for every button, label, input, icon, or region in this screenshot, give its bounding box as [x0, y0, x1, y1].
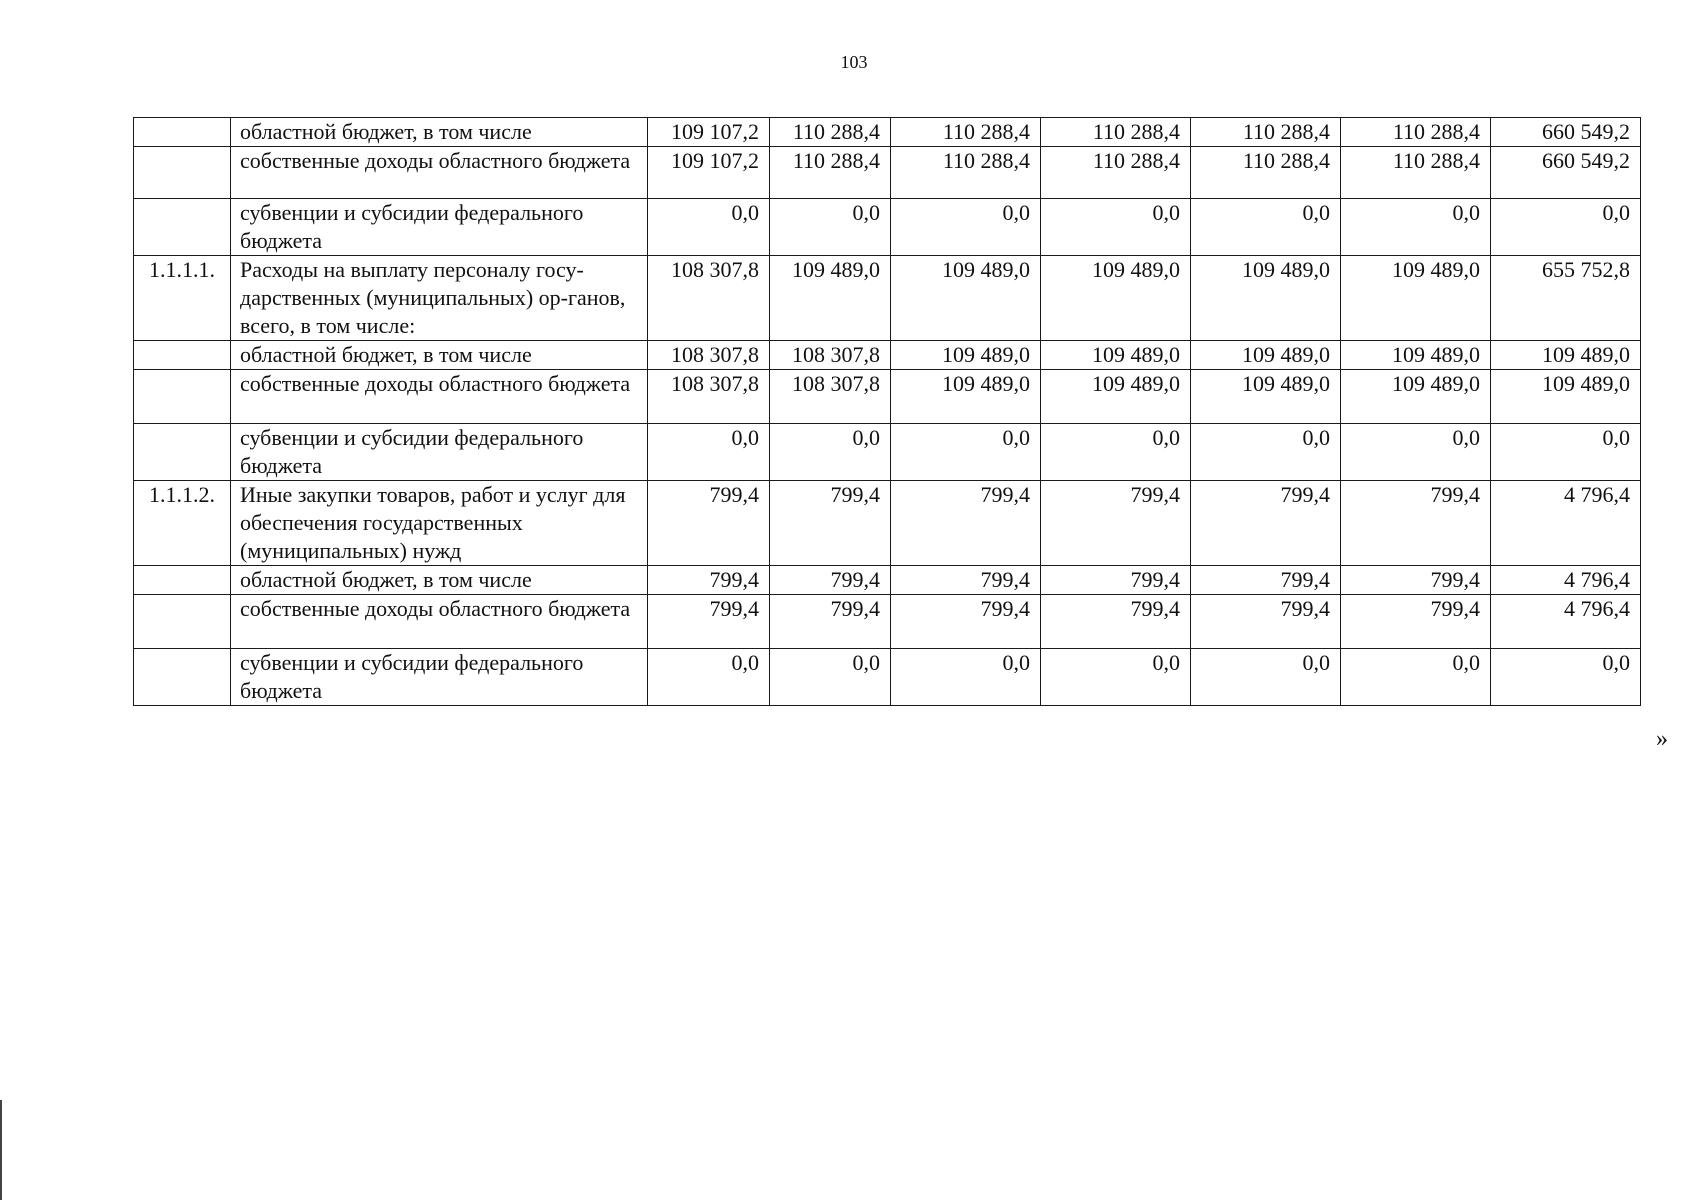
value-cell: 110 288,4 — [1041, 147, 1191, 199]
value-cell: 799,4 — [1191, 481, 1341, 566]
value-cell: 799,4 — [1341, 595, 1491, 649]
value-cell: 799,4 — [1041, 481, 1191, 566]
row-code-cell — [134, 341, 231, 370]
value-cell: 799,4 — [770, 566, 891, 595]
value-cell: 799,4 — [1341, 566, 1491, 595]
row-code-cell — [134, 424, 231, 481]
value-cell: 108 307,8 — [770, 341, 891, 370]
value-cell: 0,0 — [648, 199, 770, 256]
value-cell: 0,0 — [1341, 199, 1491, 256]
table-row — [134, 256, 1641, 341]
row-code-cell: 1.1.1.1. — [134, 256, 231, 341]
row-name-cell: собственные доходы областного бюджета — [231, 595, 648, 649]
value-cell: 109 489,0 — [1041, 341, 1191, 370]
value-cell: 109 489,0 — [1341, 370, 1491, 424]
value-cell: 660 549,2 — [1491, 118, 1641, 147]
value-cell: 109 489,0 — [1191, 370, 1341, 424]
table-row — [134, 341, 1641, 370]
row-name-cell: собственные доходы областного бюджета — [231, 370, 648, 424]
value-cell: 109 489,0 — [891, 370, 1041, 424]
row-name-cell: областной бюджет, в том числе — [231, 566, 648, 595]
closing-quote-mark: » — [1656, 726, 1668, 752]
row-name-cell: субвенции и субсидии федерального бюджета — [231, 649, 648, 706]
row-name-cell: областной бюджет, в том числе — [231, 341, 648, 370]
value-cell: 0,0 — [1341, 649, 1491, 706]
value-cell: 108 307,8 — [648, 370, 770, 424]
row-code-cell — [134, 118, 231, 147]
value-cell: 109 107,2 — [648, 147, 770, 199]
row-code-cell: 1.1.1.2. — [134, 481, 231, 566]
value-cell: 110 288,4 — [1191, 147, 1341, 199]
value-cell: 0,0 — [891, 424, 1041, 481]
value-cell: 109 489,0 — [1191, 341, 1341, 370]
value-cell: 0,0 — [1341, 424, 1491, 481]
value-cell: 109 489,0 — [1041, 256, 1191, 341]
row-code-cell — [134, 147, 231, 199]
value-cell: 109 489,0 — [1491, 341, 1641, 370]
value-cell: 0,0 — [1191, 199, 1341, 256]
value-cell: 0,0 — [1041, 199, 1191, 256]
value-cell: 799,4 — [1191, 566, 1341, 595]
value-cell: 799,4 — [770, 595, 891, 649]
table-row — [134, 147, 1641, 199]
value-cell: 109 489,0 — [1041, 370, 1191, 424]
value-cell: 0,0 — [1041, 649, 1191, 706]
value-cell: 109 107,2 — [648, 118, 770, 147]
value-cell: 799,4 — [648, 595, 770, 649]
value-cell: 110 288,4 — [1191, 118, 1341, 147]
value-cell: 655 752,8 — [1491, 256, 1641, 341]
value-cell: 109 489,0 — [1491, 370, 1641, 424]
value-cell: 799,4 — [1041, 595, 1191, 649]
value-cell: 0,0 — [891, 649, 1041, 706]
value-cell: 4 796,4 — [1491, 566, 1641, 595]
value-cell: 799,4 — [891, 595, 1041, 649]
table-row — [134, 199, 1641, 256]
row-name-cell: Иные закупки товаров, работ и услуг для обеспечения государственных (муниципальных) нужд — [231, 481, 648, 566]
table-row — [134, 370, 1641, 424]
value-cell: 0,0 — [648, 649, 770, 706]
row-code-cell — [134, 595, 231, 649]
value-cell: 109 489,0 — [891, 341, 1041, 370]
value-cell: 0,0 — [891, 199, 1041, 256]
value-cell: 0,0 — [1191, 649, 1341, 706]
value-cell: 110 288,4 — [770, 147, 891, 199]
value-cell: 799,4 — [648, 481, 770, 566]
value-cell: 109 489,0 — [1191, 256, 1341, 341]
row-name-cell: субвенции и субсидии федерального бюджета — [231, 199, 648, 256]
value-cell: 108 307,8 — [648, 256, 770, 341]
value-cell: 110 288,4 — [1341, 147, 1491, 199]
value-cell: 109 489,0 — [770, 256, 891, 341]
value-cell: 110 288,4 — [891, 147, 1041, 199]
table-row — [134, 649, 1641, 706]
table-row — [134, 118, 1641, 147]
value-cell: 799,4 — [1191, 595, 1341, 649]
table-body — [134, 118, 1641, 706]
value-cell: 799,4 — [891, 566, 1041, 595]
value-cell: 0,0 — [770, 199, 891, 256]
row-name-cell: областной бюджет, в том числе — [231, 118, 648, 147]
value-cell: 799,4 — [1341, 481, 1491, 566]
value-cell: 0,0 — [1491, 649, 1641, 706]
value-cell: 0,0 — [770, 424, 891, 481]
row-name-cell: субвенции и субсидии федерального бюджета — [231, 424, 648, 481]
row-code-cell — [134, 199, 231, 256]
value-cell: 0,0 — [1491, 424, 1641, 481]
value-cell: 109 489,0 — [891, 256, 1041, 341]
value-cell: 110 288,4 — [1341, 118, 1491, 147]
scan-edge-line — [0, 1100, 2, 1200]
value-cell: 109 489,0 — [1341, 341, 1491, 370]
value-cell: 0,0 — [1491, 199, 1641, 256]
row-code-cell — [134, 649, 231, 706]
table-row — [134, 424, 1641, 481]
value-cell: 4 796,4 — [1491, 481, 1641, 566]
row-code-cell — [134, 566, 231, 595]
row-code-cell — [134, 370, 231, 424]
row-name-cell: Расходы на выплату персоналу госу-дарственных (муниципальных) ор-ганов, всего, в том числе: — [231, 256, 648, 341]
value-cell: 110 288,4 — [891, 118, 1041, 147]
row-name-cell: собственные доходы областного бюджета — [231, 147, 648, 199]
budget-table — [133, 117, 1641, 706]
value-cell: 108 307,8 — [770, 370, 891, 424]
value-cell: 0,0 — [770, 649, 891, 706]
value-cell: 0,0 — [1041, 424, 1191, 481]
table-row — [134, 481, 1641, 566]
value-cell: 0,0 — [1191, 424, 1341, 481]
value-cell: 799,4 — [770, 481, 891, 566]
value-cell: 0,0 — [648, 424, 770, 481]
value-cell: 110 288,4 — [1041, 118, 1191, 147]
page-number: 103 — [840, 52, 868, 72]
value-cell: 799,4 — [648, 566, 770, 595]
value-cell: 660 549,2 — [1491, 147, 1641, 199]
value-cell: 110 288,4 — [770, 118, 891, 147]
value-cell: 799,4 — [1041, 566, 1191, 595]
value-cell: 4 796,4 — [1491, 595, 1641, 649]
value-cell: 109 489,0 — [1341, 256, 1491, 341]
value-cell: 108 307,8 — [648, 341, 770, 370]
table-row — [134, 566, 1641, 595]
table-row — [134, 595, 1641, 649]
value-cell: 799,4 — [891, 481, 1041, 566]
